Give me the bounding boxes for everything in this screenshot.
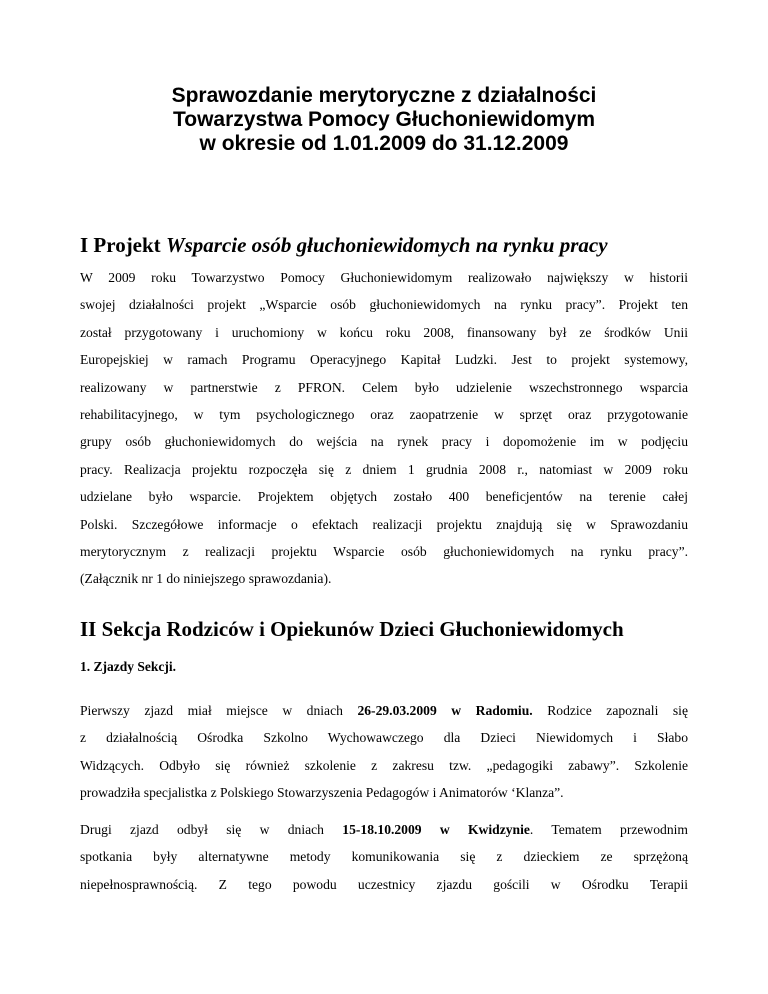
paragraph-line: udzielane było wsparcie. Projektem objętych zostało 400 beneficjentów na terenie całej <box>80 489 688 505</box>
paragraph-line <box>80 697 688 724</box>
paragraph-line: został przygotowany i uruchomiony w końcu roku 2008, finansowany był ze środków Unii <box>80 324 688 340</box>
section-2-paragraph-2 <box>80 816 688 898</box>
paragraph-line: (Załącznik nr 1 do niniejszego sprawozdania). <box>80 571 332 587</box>
section-1-paragraph <box>80 264 688 593</box>
paragraph-line: Polski. Szczegółowe informacje o efektach realizacji projektu znajdują się w Sprawozdaniu <box>80 516 688 532</box>
text-run: . Tematem przewodnim <box>529 822 688 837</box>
emphasis-date-place: 15-18.10.2009 w Kwidzynie <box>342 822 530 837</box>
text-run: Rodzice zapoznali się <box>532 703 688 718</box>
paragraph-line: Widzących. Odbyło się również szkolenie z zakresu tzw. „pedagogiki zabawy”. Szkolenie <box>80 757 688 773</box>
document-title <box>60 84 708 156</box>
paragraph-line: merytorycznym z realizacji projektu Wsparcie osób głuchoniewidomych na rynku pracy”. <box>80 543 688 559</box>
section-1-heading <box>80 232 700 258</box>
paragraph-line: z działalnością Ośrodka Szkolno Wychowawczego dla Dzieci Niewidomych i Słabo <box>80 730 688 746</box>
paragraph-line: grupy osób głuchoniewidomych do wejścia na rynek pracy i dopomożenie im w podjęciu <box>80 434 688 450</box>
title-line-1: Sprawozdanie merytoryczne z działalności <box>171 84 597 107</box>
paragraph-line: realizowany w partnerstwie z PFRON. Celem było udzielenie wszechstronnego wsparcia <box>80 379 688 395</box>
section-2-paragraph-1 <box>80 697 688 807</box>
paragraph-line: Europejskiej w ramach Programu Operacyjnego Kapitał Ludzki. Jest to projekt systemowy, <box>80 352 688 368</box>
paragraph-line: W 2009 roku Towarzystwo Pomocy Głuchoniewidomym realizowało największy w historii <box>80 270 688 285</box>
paragraph-line: niepełnosprawnością. Z tego powodu uczestnicy zjazdu gościli w Ośrodku Terapii <box>80 876 688 892</box>
section-1-heading-title: Wsparcie osób głuchoniewidomych na rynku pracy <box>165 233 608 257</box>
section-2-subheading: 1. Zjazdy Sekcji. <box>80 659 176 674</box>
title-line-2: Towarzystwa Pomocy Głuchoniewidomym <box>172 108 596 131</box>
text-run: Drugi zjazd odbył się w dniach <box>80 822 343 837</box>
paragraph-line: swojej działalności projekt „Wsparcie osób głuchoniewidomych na rynku pracy”. Projekt ten <box>80 297 688 313</box>
paragraph-line: rehabilitacyjnego, w tym psychologicznego oraz zaopatrzenie w sprzęt oraz przygotowanie <box>80 406 688 422</box>
paragraph-line: spotkania były alternatywne metody komunikowania się z dzieckiem ze sprzężoną <box>80 849 688 865</box>
section-2-heading: II Sekcja Rodziców i Opiekunów Dzieci Głuchoniewidomych <box>80 617 624 641</box>
emphasis-date-place: 26-29.03.2009 w Radomiu. <box>357 703 533 718</box>
paragraph-line: pracy. Realizacja projektu rozpoczęła się z dniem 1 grudnia 2008 r., natomiast w 2009 roku <box>80 461 688 477</box>
section-1-heading-prefix: I Projekt <box>80 233 166 257</box>
text-run: Pierwszy zjazd miał miejsce w dniach <box>80 703 358 718</box>
paragraph-line: prowadziła specjalistka z Polskiego Stowarzyszenia Pedagogów i Animatorów ‘Klanza”. <box>80 785 564 801</box>
title-line-3: w okresie od 1.01.2009 do 31.12.2009 <box>199 132 569 155</box>
paragraph-line <box>80 816 688 843</box>
